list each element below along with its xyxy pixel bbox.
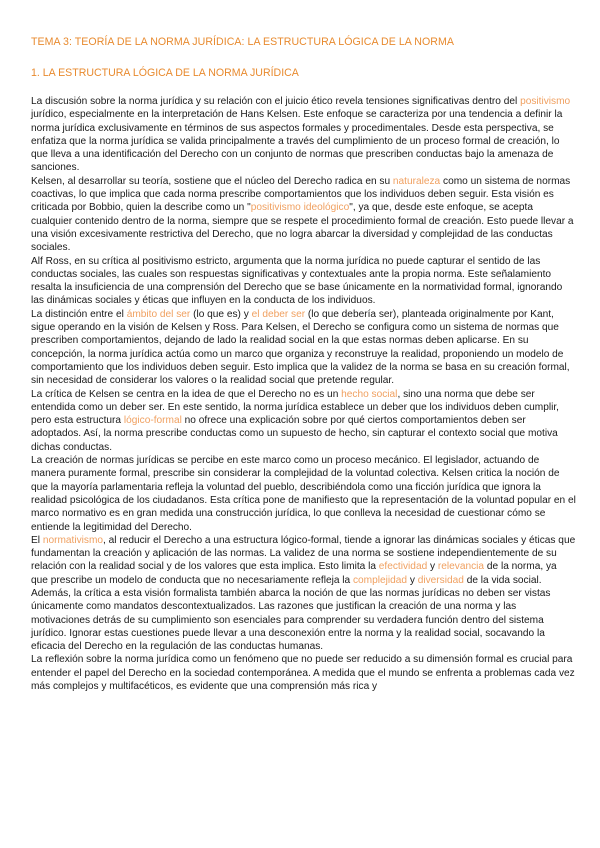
- paragraph: [31, 534, 576, 587]
- paragraph-text: Kelsen, al desarrollar su teoría, sostiene que el núcleo del Derecho radica en su: [31, 175, 393, 187]
- paragraph-text: La distinción entre el: [31, 308, 127, 320]
- highlighted-term: hecho social: [341, 388, 398, 400]
- document-title: TEMA 3: TEORÍA DE LA NORMA JURÍDICA: LA ESTRUCTURA LÓGICA DE LA NORMA: [31, 36, 454, 48]
- paragraph-text: La reflexión sobre la norma jurídica como un fenómeno que no puede ser reducido a su dimensión formal es crucial para entender el papel del Derecho en la sociedad contemporánea. A medida que el mundo se enfrenta a problemas cada vez más complejos y multifacéticos, es evidente que una comprensión más rica y: [31, 654, 575, 693]
- paragraph-text: (lo que debería ser), planteada originalmente por Kant, sigue operando en la visión de Kelsen y Ross. Para Kelsen, el Derecho se configura como un sistema de normas que prescriben comportamientos, dejando de lado la realidad social en la que estas normas deben aplicarse. En su concepción, la norma jurídica actúa como un marco que organiza y reconstruye la realidad, proponiendo un modelo de comportamiento que los individuos deben seguir. Esto implica que la validez de la norma se basa en su creación formal, sin necesidad de considerar los valores o la realidad social que pretende regular.: [31, 308, 570, 387]
- paragraph-text: de la vida social.: [463, 574, 542, 586]
- paragraph-text: Alf Ross, en su crítica al positivismo estricto, argumenta que la norma jurídica no puede capturar el sentido de las conductas sociales, las cuales son respuestas significativas y contextuales ante la propia norma. Este señalamiento resalta la insuficiencia de una comprensión del Derecho que se base únicamente en la normatividad formal, ignorando las dinámicas sociales y éticas que influyen en la conducta de los individuos.: [31, 255, 563, 307]
- paragraph-text: jurídico, especialmente en la interpretación de Hans Kelsen. Este enfoque se caracteriza por una tendencia a definir la norma jurídica exclusivamente en términos de sus aspectos formales y procedimentales. Desde esta perspectiva, se enfatiza que la norma jurídica se valida principalmente a través del cumplimiento de un proceso formal de creación, lo que lleva a una identificación del Derecho con un conjunto de normas que prescriben conductas bajo la amenaza de sanciones.: [31, 109, 563, 174]
- paragraph: [31, 308, 576, 388]
- paragraph-text: como un sistema de normas coactivas, lo que implica que cada norma prescribe comportamientos que los individuos deben seguir. Esta visión es criticada por Bobbio, quien la describe como un ": [31, 175, 571, 214]
- highlighted-term: relevancia: [437, 561, 485, 573]
- paragraph-text: no ofrece una explicación sobre por qué ciertos comportamientos deben ser adoptados. Así, la norma prescribe conductas como un supuesto de hecho, sin capturar el contexto social que motiva dichas conductas.: [31, 415, 558, 453]
- paragraph: [31, 653, 576, 693]
- highlighted-term: naturaleza: [392, 175, 441, 187]
- highlighted-term: positivismo: [520, 96, 571, 107]
- paragraph: [31, 175, 576, 255]
- highlighted-term: lógico-formal: [123, 415, 182, 427]
- highlighted-term: efectividad: [378, 561, 428, 573]
- paragraph-text: Además, la crítica a esta visión formalista también abarca la noción de que las normas jurídicas no deben ser vistas únicamente como mandatos descontextualizados. Las razones que justifican la creación de una norma y las motivaciones detrás de su cumplimiento son esenciales para comprender su verdadera función dentro del sistema jurídico. Ignorar estas cuestiones puede llevar a una desconexión entre la norma y la realidad social, socavando la eficacia del Derecho en la regulación de las conductas humanas.: [31, 587, 551, 653]
- paragraph-text: de la norma, ya que prescribe un modelo de conducta que no necesariamente refleja la: [31, 561, 557, 586]
- paragraph: [31, 95, 576, 175]
- paragraph: [31, 454, 576, 534]
- paragraph-text: y: [427, 561, 438, 573]
- paragraph-text: ", ya que, desde este enfoque, se acepta cualquier contenido dentro de la norma, siempre que se respete el procedimiento formal de creación. Esto puede llevar a una visión excesivamente restrictiva del Derecho, que no logra abarcar la diversidad y complejidad de las conductas sociales.: [31, 202, 574, 254]
- highlighted-term: normativismo: [42, 534, 104, 546]
- highlighted-term: el deber ser: [251, 308, 306, 320]
- highlighted-term: ámbito del ser: [126, 308, 191, 320]
- paragraph-text: , sino una norma que debe ser entendida como un deber ser. En este sentido, la norma jurídica establece un deber que los individuos deben cumplir, pero esta estructura: [31, 388, 559, 427]
- paragraph-text: El: [31, 534, 43, 546]
- highlighted-term: diversidad: [417, 574, 464, 586]
- paragraph-text: La crítica de Kelsen se centra en la idea de que el Derecho no es un: [31, 388, 342, 400]
- highlighted-term: complejidad: [352, 574, 408, 586]
- document-body: [31, 95, 576, 693]
- paragraph-text: La discusión sobre la norma jurídica y su relación con el juicio ético revela tensiones significativas dentro del: [31, 96, 521, 107]
- paragraph: [31, 388, 576, 454]
- highlighted-term: positivismo ideológico: [250, 202, 350, 214]
- paragraph: [31, 587, 576, 653]
- paragraph-text: y: [407, 574, 418, 586]
- paragraph: [31, 255, 576, 308]
- section-title: 1. LA ESTRUCTURA LÓGICA DE LA NORMA JURÍDICA: [31, 67, 299, 79]
- paragraph-text: (lo que es) y: [190, 308, 252, 320]
- paragraph-text: , al reducir el Derecho a una estructura lógico-formal, tiende a ignorar las dinámicas sociales y éticas que fundamentan la creación y aplicación de las normas. La validez de una norma se sostiene independientemente de su relación con la realidad social y de los valores que esta implica. Esto limita la: [31, 534, 576, 573]
- paragraph-text: La creación de normas jurídicas se percibe en este marco como un proceso mecánico. El legislador, actuando de manera puramente formal, prescribe sin considerar la complejidad de la voluntad colectiva. Kelsen critica la noción de que la mayoría parlamentaria refleja la voluntad del pueblo, describiéndola como una ficción jurídica que ignora la realidad psicológica de los ciudadanos. Esta crítica pone de manifiesto que la representación de la voluntad popular en el marco normativo es en gran medida una construcción jurídica, lo que conlleva la necesidad de cuestionar cómo se entiende la legitimidad del Derecho.: [31, 455, 576, 533]
